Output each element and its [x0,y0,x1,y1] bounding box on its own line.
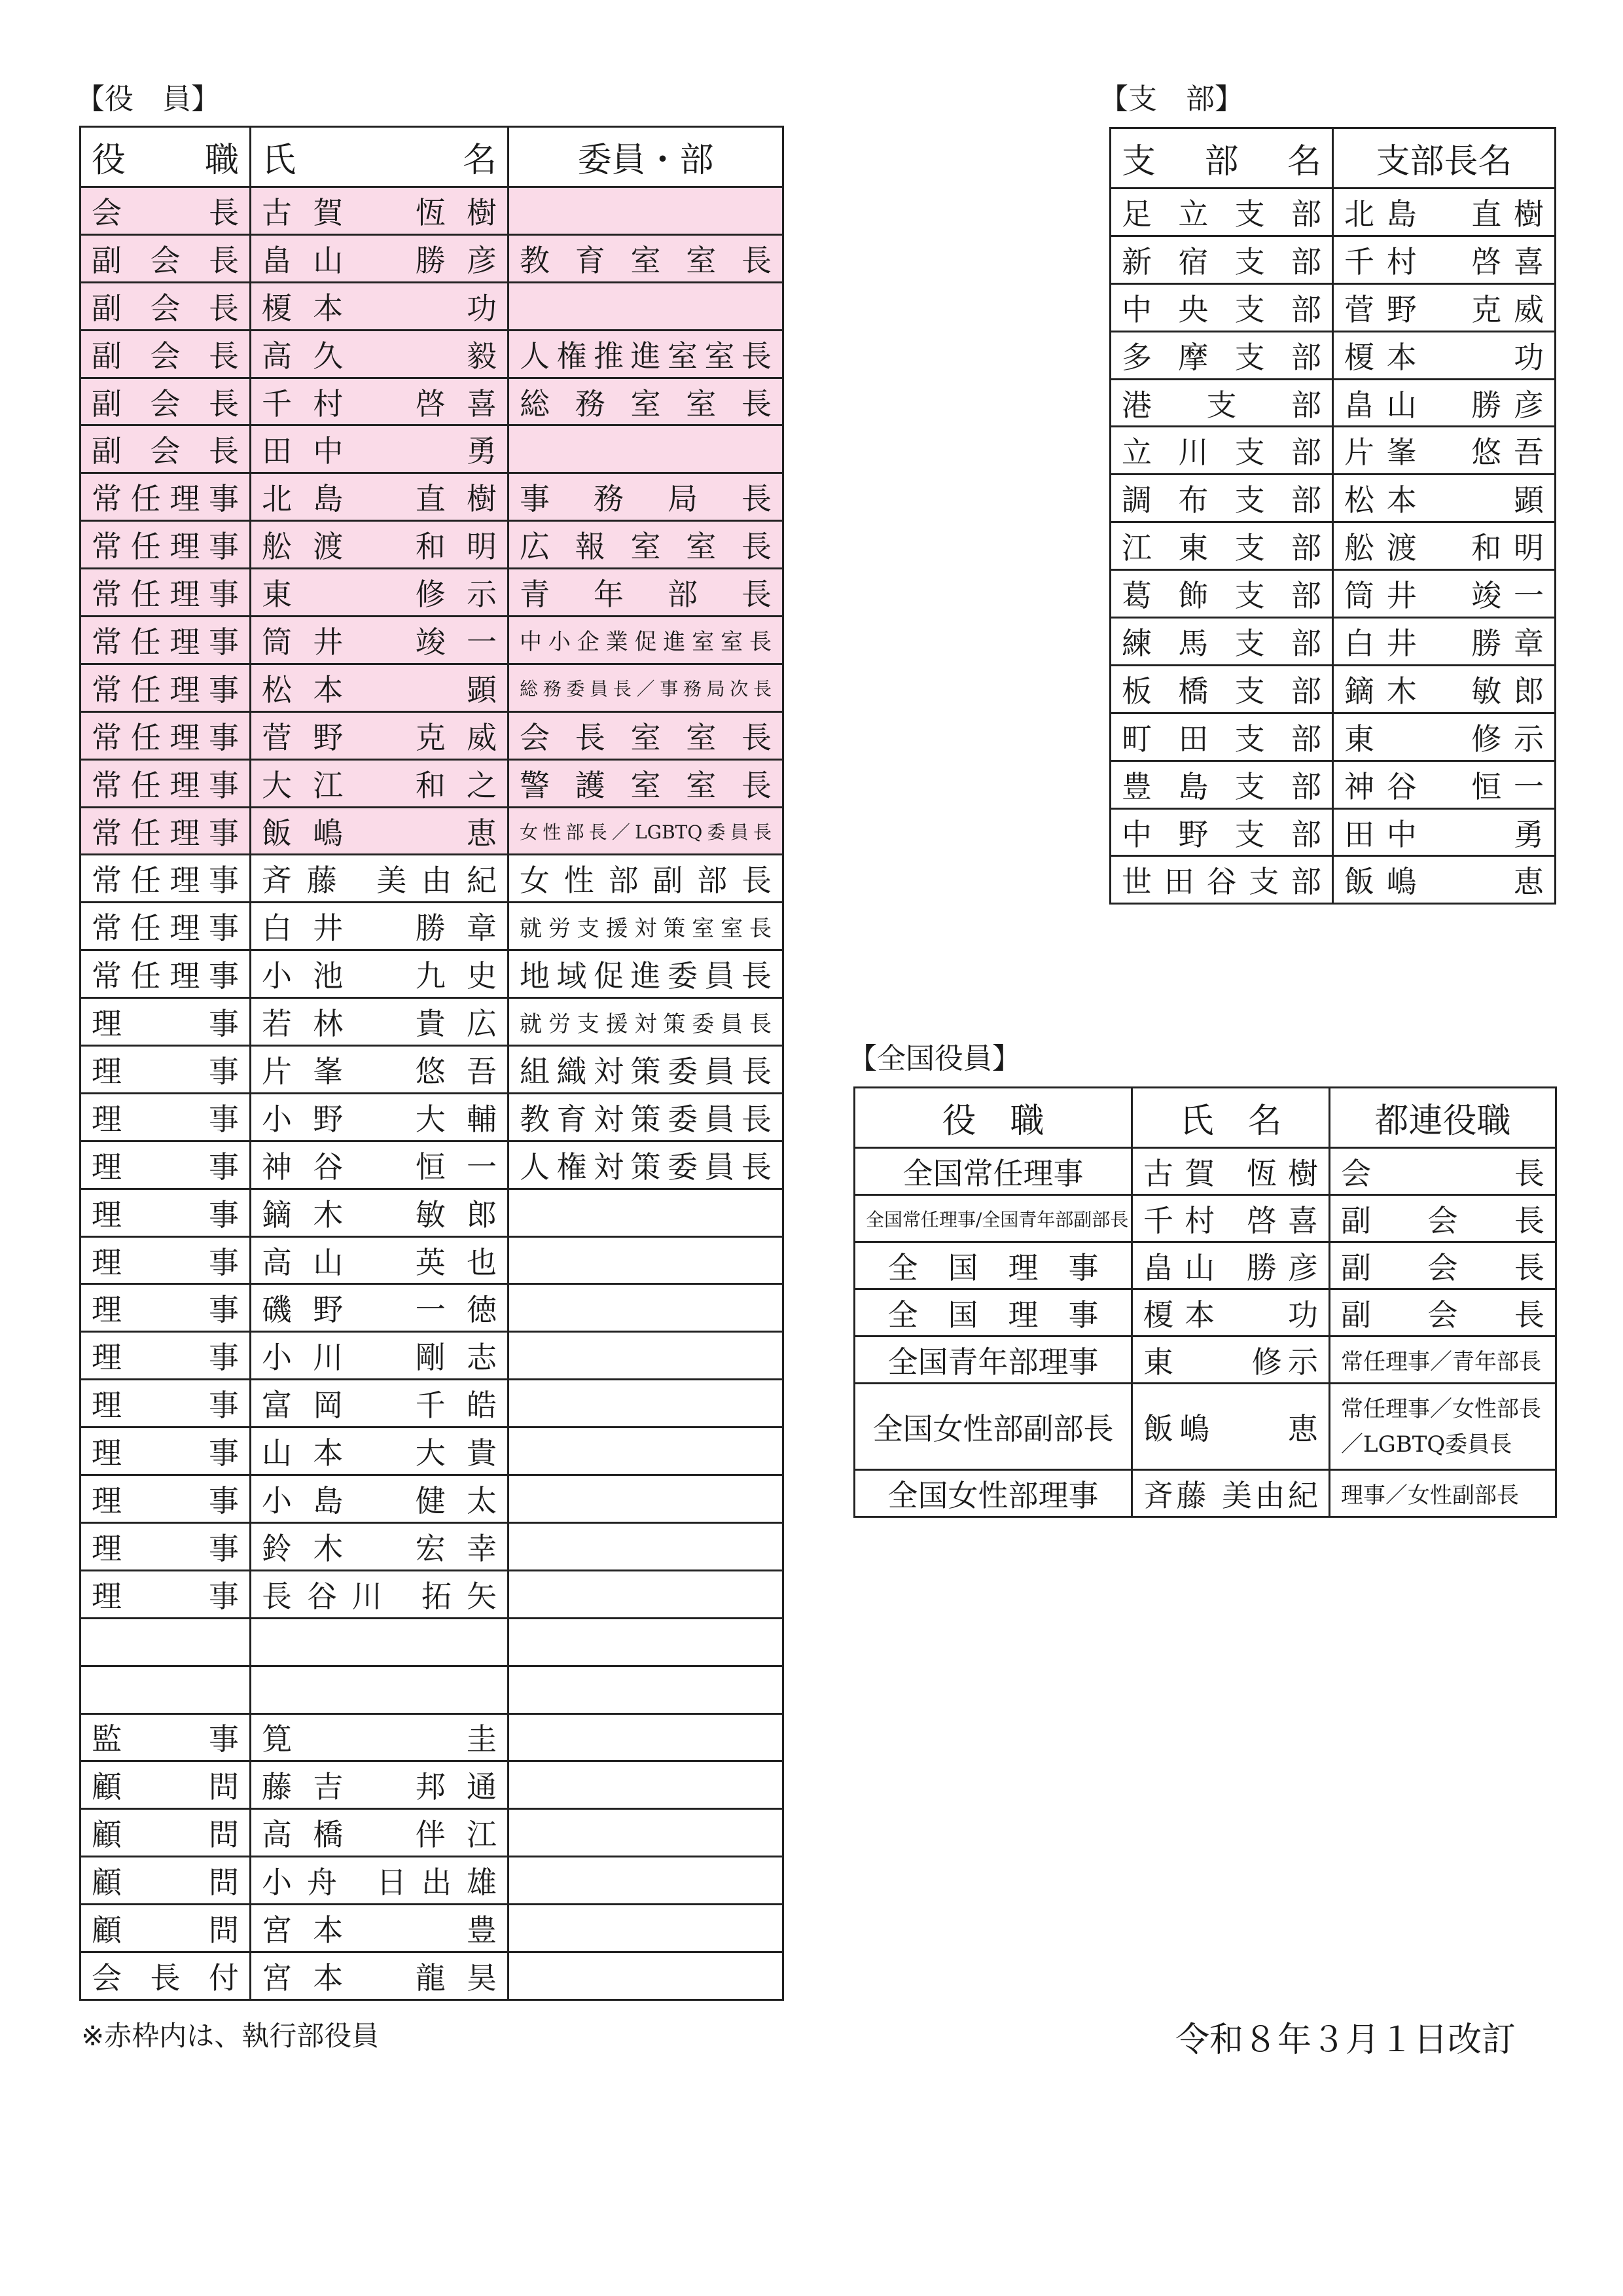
branch-name: 新宿支部 [1111,236,1333,283]
national-tokyo-role-line1: 常任理事／女性部長 [1341,1395,1541,1422]
officer-name: 飯嶋 恵 [251,807,508,855]
officer-name: 藤吉 邦通 [251,1761,508,1809]
officer-dept [508,1236,783,1284]
officer-role: 理事 [80,1189,251,1236]
branch-leader: 東 修示 [1333,713,1556,761]
officer-row [80,521,783,569]
branch-row [1111,188,1556,236]
officer-row [80,1857,783,1905]
officer-row [80,759,783,807]
officer-role: 常任理事 [80,521,251,569]
officer-name: 小島 健太 [251,1475,508,1523]
national-role: 全国女性部副部長 [855,1384,1132,1470]
branch-leader: 白井 勝章 [1333,618,1556,666]
officer-dept [508,1427,783,1475]
branch-leader: 筒井 竣一 [1333,570,1556,618]
officer-name [251,1666,508,1713]
national-name: 榎本 功 [1132,1289,1330,1336]
officer-role: 理事 [80,1284,251,1332]
branch-name: 中野支部 [1111,808,1333,856]
officer-row [80,1427,783,1475]
branch-row [1111,522,1556,570]
officer-name: 菅野 克威 [251,711,508,759]
national-tokyo-role: 副 会 長 [1330,1195,1556,1242]
officer-row [80,1380,783,1427]
officer-role: 理事 [80,1570,251,1618]
national-header-row [855,1088,1556,1148]
officer-role: 顧問 [80,1761,251,1809]
officer-row [80,1475,783,1523]
officer-dept: 人権推進室室長 [508,330,783,378]
officer-dept: 警護室室長 [508,759,783,807]
officer-row [80,1046,783,1094]
header-dept: 委員・部 [508,127,783,187]
national-name: 畠山 勝彦 [1132,1242,1330,1289]
officer-row [80,1666,783,1713]
officer-name: 大江 和之 [251,759,508,807]
officer-role: 副会長 [80,378,251,425]
revision-date: 令和８年３月１日改訂 [1175,2020,1516,2060]
officer-name: 鈴木 宏幸 [251,1522,508,1570]
officer-role: 常任理事 [80,473,251,521]
national-table [853,1086,1557,1518]
officer-role: 常任理事 [80,664,251,711]
officer-dept: 就労支援対策委員長 [508,998,783,1046]
branch-leader: 片峯 悠吾 [1333,427,1556,475]
branch-name: 調布支部 [1111,475,1333,522]
branch-name: 江東支部 [1111,522,1333,570]
officer-name: 千村 啓喜 [251,378,508,425]
header-nat-tokyo: 都連役職 [1330,1088,1556,1148]
header-role: 役 職 [80,127,251,187]
officer-role: 常任理事 [80,903,251,950]
officer-name: 古賀 恆樹 [251,187,508,235]
officer-name: 宮本 龍昊 [251,1952,508,2000]
officer-role [80,1618,251,1666]
officer-dept [508,1857,783,1905]
officer-role: 常任理事 [80,569,251,617]
officer-dept: 就労支援対策室室長 [508,903,783,950]
header-branch: 支部名 [1111,128,1333,188]
officer-row [80,1284,783,1332]
national-row [855,1470,1556,1517]
officer-role: 理事 [80,1427,251,1475]
officer-dept [508,1809,783,1857]
branch-leader: 北島 直樹 [1333,188,1556,236]
national-row [855,1336,1556,1384]
officer-row [80,282,783,330]
national-title: 【全国役員】 [848,1042,1021,1075]
officer-role: 理事 [80,1093,251,1141]
officer-row [80,569,783,617]
national-tokyo-role: 理事／女性副部長 [1330,1470,1556,1517]
national-tokyo-role [1330,1384,1556,1470]
branch-row [1111,618,1556,666]
officer-role [80,1666,251,1713]
national-row [855,1148,1556,1195]
branch-leader: 榎本 功 [1333,331,1556,379]
national-tokyo-role-line2: ／LGBTQ委員長 [1341,1431,1512,1458]
national-tokyo-role: 副 会 長 [1330,1242,1556,1289]
national-role: 全 国 理 事 [855,1242,1132,1289]
officer-row [80,1570,783,1618]
officer-dept: 中小企業促進室室長 [508,617,783,664]
officer-row [80,1618,783,1666]
officer-role: 常任理事 [80,950,251,998]
officer-row [80,1522,783,1570]
officer-role: 副会長 [80,234,251,282]
officer-row [80,1809,783,1857]
branches-table [1109,127,1556,905]
branches-title: 【支 部】 [1099,82,1243,116]
officer-dept: 地域促進委員長 [508,950,783,998]
officer-row [80,903,783,950]
officer-role: 理事 [80,1236,251,1284]
officer-name: 長谷川 拓矢 [251,1570,508,1618]
officer-name [251,1618,508,1666]
officer-name: 高山 英也 [251,1236,508,1284]
officer-row [80,1141,783,1189]
branch-row [1111,331,1556,379]
officer-role: 理事 [80,1522,251,1570]
officer-role: 会長 [80,187,251,235]
officer-row [80,807,783,855]
officer-dept [508,1522,783,1570]
officer-row [80,425,783,473]
branch-name: 世田谷支部 [1111,856,1333,904]
officer-name: 高久 毅 [251,330,508,378]
officer-name: 山本 大貴 [251,1427,508,1475]
officer-row [80,950,783,998]
branch-row [1111,475,1556,522]
officer-role: 理事 [80,998,251,1046]
officer-name: 舩渡 和明 [251,521,508,569]
officer-row [80,1189,783,1236]
officer-row [80,473,783,521]
branch-leader: 飯嶋 恵 [1333,856,1556,904]
officer-dept: 総務委員長／事務局次長 [508,664,783,711]
national-tokyo-role: 常任理事／青年部長 [1330,1336,1556,1384]
national-role: 全 国 理 事 [855,1289,1132,1336]
officer-row [80,187,783,235]
officer-dept [508,1905,783,1952]
officer-role: 理事 [80,1046,251,1094]
officer-name: 鏑木 敏郎 [251,1189,508,1236]
officer-name: 筒井 竣一 [251,617,508,664]
officer-row [80,330,783,378]
officer-dept [508,282,783,330]
national-tokyo-role: 副 会 長 [1330,1289,1556,1336]
national-role: 全国常任理事/全国青年部副部長 [855,1195,1132,1242]
officer-name: 畠山 勝彦 [251,234,508,282]
officer-name: 神谷 恒一 [251,1141,508,1189]
officer-dept: 組織対策委員長 [508,1046,783,1094]
branch-row [1111,379,1556,427]
officer-name: 磯野 一徳 [251,1284,508,1332]
officer-dept [508,1570,783,1618]
branch-row [1111,761,1556,808]
branch-leader: 舩渡 和明 [1333,522,1556,570]
officer-role: 理事 [80,1475,251,1523]
officer-name: 小野 大輔 [251,1093,508,1141]
branch-leader: 千村 啓喜 [1333,236,1556,283]
officer-role: 副会長 [80,425,251,473]
branch-row [1111,856,1556,904]
officer-name: 田中 勇 [251,425,508,473]
officer-row [80,664,783,711]
officer-dept: 広報室室長 [508,521,783,569]
national-row [855,1242,1556,1289]
officer-name: 小池 九史 [251,950,508,998]
branch-name: 板橋支部 [1111,665,1333,713]
officer-name: 斉藤 美由紀 [251,855,508,903]
officer-dept: 総務室室長 [508,378,783,425]
branch-row [1111,808,1556,856]
branch-leader: 松本 顕 [1333,475,1556,522]
officer-dept [508,1380,783,1427]
officer-dept: 青年部長 [508,569,783,617]
branch-row [1111,283,1556,331]
branch-leader: 神谷 恒一 [1333,761,1556,808]
officer-row [80,234,783,282]
officer-name: 高橋 伴江 [251,1809,508,1857]
branch-row [1111,665,1556,713]
officer-dept [508,1952,783,2000]
officer-name: 片峯 悠吾 [251,1046,508,1094]
officer-row [80,855,783,903]
officer-name: 宮本 豊 [251,1905,508,1952]
national-role: 全国青年部理事 [855,1336,1132,1384]
officer-dept [508,1475,783,1523]
officer-dept [508,1284,783,1332]
officer-dept: 女性部長／LGBTQ委員長 [508,807,783,855]
national-row [855,1384,1556,1470]
officer-role: 常任理事 [80,855,251,903]
officer-role: 会長付 [80,1952,251,2000]
officer-role: 常任理事 [80,759,251,807]
national-role: 全国女性部理事 [855,1470,1132,1517]
officer-role: 常任理事 [80,711,251,759]
officers-table [79,126,784,2001]
officer-dept [508,1618,783,1666]
officer-role: 理事 [80,1332,251,1380]
officer-role: 常任理事 [80,617,251,664]
officer-name: 小舟 日出雄 [251,1857,508,1905]
officer-row [80,998,783,1046]
officer-row [80,1905,783,1952]
officer-role: 理事 [80,1380,251,1427]
officer-dept [508,1713,783,1761]
officer-row [80,378,783,425]
branch-leader: 鏑木 敏郎 [1333,665,1556,713]
officer-row [80,1093,783,1141]
officer-dept [508,1189,783,1236]
national-name: 飯嶋 恵 [1132,1384,1330,1470]
officer-row [80,617,783,664]
branch-name: 葛飾支部 [1111,570,1333,618]
officer-row [80,1952,783,2000]
officer-role: 監事 [80,1713,251,1761]
officer-dept [508,1666,783,1713]
national-name: 東 修示 [1132,1336,1330,1384]
officer-dept: 教育室室長 [508,234,783,282]
branch-name: 港 支 部 [1111,379,1333,427]
national-name: 古賀 恆樹 [1132,1148,1330,1195]
national-name: 斉藤 美由紀 [1132,1470,1330,1517]
officer-row [80,711,783,759]
branch-leader: 畠山 勝彦 [1333,379,1556,427]
officer-dept [508,187,783,235]
officer-row [80,1713,783,1761]
officer-name: 松本 顕 [251,664,508,711]
header-leader: 支部長名 [1333,128,1556,188]
officer-name: 若林 貴広 [251,998,508,1046]
branch-name: 立川支部 [1111,427,1333,475]
officer-role: 理事 [80,1141,251,1189]
officer-role: 副会長 [80,282,251,330]
exec-note: ※赤枠内は、執行部役員 [81,2020,380,2052]
branch-name: 中央支部 [1111,283,1333,331]
officer-row [80,1236,783,1284]
branch-leader: 菅野 克威 [1333,283,1556,331]
officer-name: 東 修示 [251,569,508,617]
branch-row [1111,713,1556,761]
officer-name: 榎本 功 [251,282,508,330]
header-nat-name: 氏 名 [1132,1088,1330,1148]
header-name: 氏 名 [251,127,508,187]
branch-name: 町田支部 [1111,713,1333,761]
officer-dept: 教育対策委員長 [508,1093,783,1141]
branch-name: 足立支部 [1111,188,1333,236]
officers-header-row [80,127,783,187]
officer-dept: 会長室室長 [508,711,783,759]
officers-title: 【役 員】 [76,82,220,116]
officer-dept [508,1332,783,1380]
branch-row [1111,427,1556,475]
branch-row [1111,570,1556,618]
officer-role: 顧問 [80,1857,251,1905]
officer-role: 顧問 [80,1905,251,1952]
branch-leader: 田中 勇 [1333,808,1556,856]
officer-name: 筧 圭 [251,1713,508,1761]
branch-row [1111,236,1556,283]
national-row [855,1195,1556,1242]
national-tokyo-role: 会 長 [1330,1148,1556,1195]
officer-dept: 女性部副部長 [508,855,783,903]
officer-dept: 人権対策委員長 [508,1141,783,1189]
national-role: 全国常任理事 [855,1148,1132,1195]
officer-role: 副会長 [80,330,251,378]
officer-dept [508,1761,783,1809]
officer-role: 常任理事 [80,807,251,855]
officer-name: 富岡 千皓 [251,1380,508,1427]
header-nat-role: 役 職 [855,1088,1132,1148]
branch-name: 豊島支部 [1111,761,1333,808]
branch-name: 練馬支部 [1111,618,1333,666]
branch-name: 多摩支部 [1111,331,1333,379]
officer-dept: 事務局長 [508,473,783,521]
officer-name: 小川 剛志 [251,1332,508,1380]
national-row [855,1289,1556,1336]
officer-row [80,1761,783,1809]
officer-role: 顧問 [80,1809,251,1857]
officer-name: 北島 直樹 [251,473,508,521]
national-name: 千村 啓喜 [1132,1195,1330,1242]
branches-header-row [1111,128,1556,188]
officer-name: 白井 勝章 [251,903,508,950]
officer-dept [508,425,783,473]
officer-row [80,1332,783,1380]
